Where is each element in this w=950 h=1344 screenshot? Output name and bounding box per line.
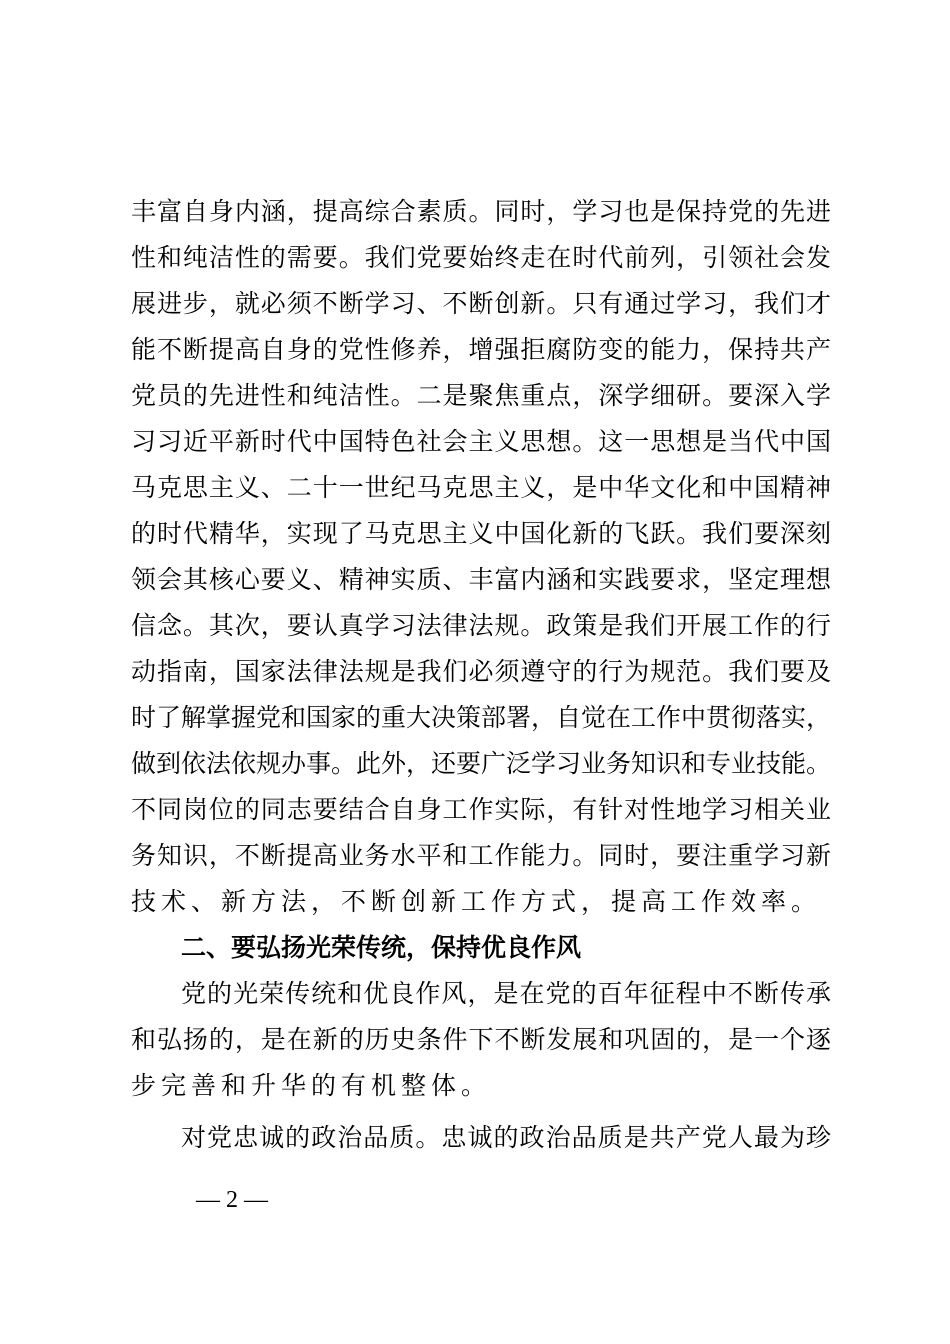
paragraph-line: 信念。其次，要认真学习法律法规。政策是我们开展工作的行 [131, 611, 831, 640]
paragraph-line: 党员的先进性和纯洁性。二是聚焦重点，深学细研。要深入学 [131, 381, 831, 410]
paragraph-line: 马克思主义、二十一世纪马克思主义，是中华文化和中国精神 [131, 473, 831, 502]
section-heading: 二、要弘扬光荣传统，保持优良作风 [181, 933, 582, 962]
paragraph-line: 做到依法依规办事。此外，还要广泛学习业务知识和专业技能。 [131, 749, 832, 778]
paragraph-line: 务知识，不断提高业务水平和工作能力。同时，要注重学习新 [131, 841, 831, 870]
paragraph-line: 展进步，就必须不断学习、不断创新。只有通过学习，我们才 [131, 289, 831, 318]
paragraph-line: 和弘扬的，是在新的历史条件下不断发展和巩固的，是一个逐 [131, 1025, 831, 1054]
paragraph-line: 能不断提高自身的党性修养，增强拒腐防变的能力，保持共产 [131, 335, 831, 364]
paragraph-line: 性和纯洁性的需要。我们党要始终走在时代前列，引领社会发 [131, 243, 831, 272]
paragraph-line: 动指南，国家法律法规是我们必须遵守的行为规范。我们要及 [131, 657, 831, 686]
paragraph-line: 丰富自身内涵，提高综合素质。同时，学习也是保持党的先进 [131, 197, 831, 226]
paragraph-line: 党的光荣传统和优良作风，是在党的百年征程中不断传承 [181, 979, 831, 1008]
paragraph-line: 不同岗位的同志要结合自身工作实际，有针对性地学习相关业 [131, 795, 831, 824]
page-number: — 2 — [196, 1187, 268, 1213]
paragraph-line: 技术、新方法，不断创新工作方式，提高工作效率。 [131, 887, 822, 916]
paragraph-line: 领会其核心要义、精神实质、丰富内涵和实践要求，坚定理想 [131, 565, 831, 594]
paragraph-line: 的时代精华，实现了马克思主义中国化新的飞跃。我们要深刻 [131, 519, 831, 548]
paragraph-line: 时了解掌握党和国家的重大决策部署，自觉在工作中贯彻落实， [131, 703, 832, 732]
paragraph-line: 步完善和升华的有机整体。 [131, 1071, 492, 1100]
paragraph-line: 对党忠诚的政治品质。忠诚的政治品质是共产党人最为珍 [181, 1123, 831, 1152]
paragraph-line: 习习近平新时代中国特色社会主义思想。这一思想是当代中国 [131, 427, 831, 456]
